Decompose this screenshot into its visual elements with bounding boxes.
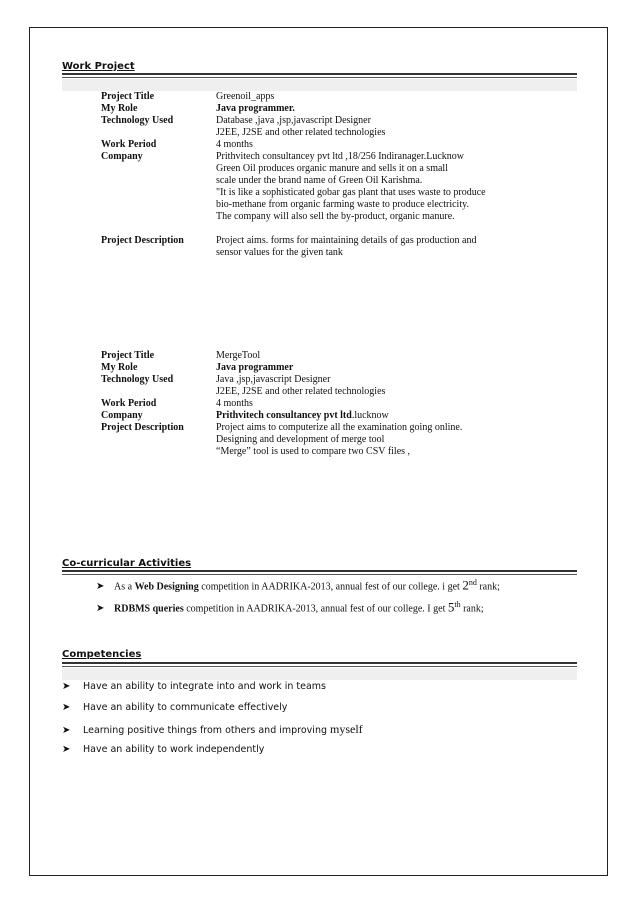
item-text: competition in AADRIKA-2013, annual fest of our college. i get bbox=[198, 581, 463, 593]
arrow-bullet-icon: ➤ bbox=[96, 603, 105, 615]
list-item bbox=[96, 594, 500, 616]
section-shade bbox=[62, 79, 577, 91]
field-value: scale under the brand name of Green Oil Karishma. bbox=[216, 175, 423, 186]
item-text: As a bbox=[114, 581, 135, 593]
item-text: Have an ability to work independently bbox=[83, 744, 265, 755]
list-item bbox=[62, 680, 363, 701]
competencies-heading: Competencies bbox=[62, 649, 142, 660]
rank-number: 2 bbox=[462, 577, 469, 593]
field-value-bold: Prithvitech consultancey pvt ltd bbox=[216, 410, 352, 421]
field-label: Project Description bbox=[101, 235, 184, 246]
item-text: Have an ability to integrate into and work in teams bbox=[83, 681, 326, 692]
field-label: Technology Used bbox=[101, 374, 174, 385]
list-item bbox=[96, 572, 500, 594]
item-text: Learning positive things from others and improving bbox=[83, 725, 331, 736]
item-text: competition in AADRIKA-2013, annual fest of our college. I get bbox=[183, 603, 448, 615]
arrow-bullet-icon: ➤ bbox=[62, 681, 71, 692]
competencies-list bbox=[62, 680, 363, 764]
field-value: Java ,jsp,javascript Designer bbox=[216, 374, 331, 385]
field-value: J2EE, J2SE and other related technologies bbox=[216, 386, 386, 397]
cocurricular-list bbox=[96, 572, 500, 616]
section-rule bbox=[62, 73, 577, 75]
field-label: My Role bbox=[101, 362, 138, 373]
cocurricular-heading: Co-curricular Activities bbox=[62, 558, 192, 569]
field-value: Project aims to computerize all the examination going online. bbox=[216, 422, 463, 433]
field-label: Project Title bbox=[101, 91, 155, 102]
field-value: Database ,java ,jsp,javascript Designer bbox=[216, 115, 371, 126]
item-text-tail: myself bbox=[330, 722, 363, 736]
field-label: Work Period bbox=[101, 398, 157, 409]
field-value: The company will also sell the by-product, organic manure. bbox=[216, 211, 455, 222]
field-value-rest: .lucknow bbox=[351, 410, 389, 421]
field-value: Designing and development of merge tool bbox=[216, 434, 385, 445]
arrow-bullet-icon: ➤ bbox=[62, 725, 71, 736]
field-value: "It is like a sophisticated gobar gas plant that uses waste to produce bbox=[216, 187, 486, 198]
field-value: Project aims. forms for maintaining details of gas production and bbox=[216, 235, 477, 246]
arrow-bullet-icon: ➤ bbox=[62, 744, 71, 755]
section-rule bbox=[62, 662, 577, 664]
field-label: My Role bbox=[101, 103, 138, 114]
field-value: J2EE, J2SE and other related technologies bbox=[216, 127, 386, 138]
arrow-bullet-icon: ➤ bbox=[62, 702, 71, 713]
rank-suffix: th bbox=[454, 600, 461, 609]
field-label: Company bbox=[101, 410, 143, 421]
section-rule bbox=[62, 666, 577, 667]
field-label: Project Title bbox=[101, 350, 155, 361]
item-text: rank; bbox=[476, 581, 500, 593]
section-shade bbox=[62, 668, 577, 680]
field-label: Company bbox=[101, 151, 143, 162]
field-value: Greenoil_apps bbox=[216, 91, 275, 102]
field-label: Work Period bbox=[101, 139, 157, 150]
item-bold: Web Designing bbox=[134, 581, 199, 593]
item-text: Have an ability to communicate effectively bbox=[83, 702, 288, 713]
field-value: 4 months bbox=[216, 398, 253, 409]
field-label: Technology Used bbox=[101, 115, 174, 126]
list-item bbox=[62, 722, 363, 743]
rank-number: 5 bbox=[447, 599, 455, 615]
field-value: “Merge” tool is used to compare two CSV files , bbox=[216, 446, 411, 457]
field-value: 4 months bbox=[216, 139, 253, 150]
field-value: bio-methane from organic farming waste to produce electricity. bbox=[216, 199, 469, 210]
field-value: Green Oil produces organic manure and sells it on a small bbox=[216, 163, 448, 174]
field-value: Prithvitech consultancey pvt ltd ,18/256 Indiranager.Lucknow bbox=[216, 151, 464, 162]
section-rule bbox=[62, 77, 577, 78]
field-value: sensor values for the given tank bbox=[216, 247, 343, 258]
list-item bbox=[62, 743, 363, 764]
field-value: Java programmer. bbox=[216, 103, 295, 114]
arrow-bullet-icon: ➤ bbox=[96, 581, 105, 593]
field-label: Project Description bbox=[101, 422, 184, 433]
work-project-heading: Work Project bbox=[62, 61, 135, 72]
list-item bbox=[62, 701, 363, 722]
item-bold: RDBMS queries bbox=[114, 603, 184, 615]
field-value: Java programmer bbox=[216, 362, 294, 373]
field-value bbox=[216, 410, 389, 422]
rank-suffix: nd bbox=[468, 578, 477, 587]
item-text: rank; bbox=[460, 603, 484, 615]
field-value: MergeTool bbox=[216, 350, 261, 361]
